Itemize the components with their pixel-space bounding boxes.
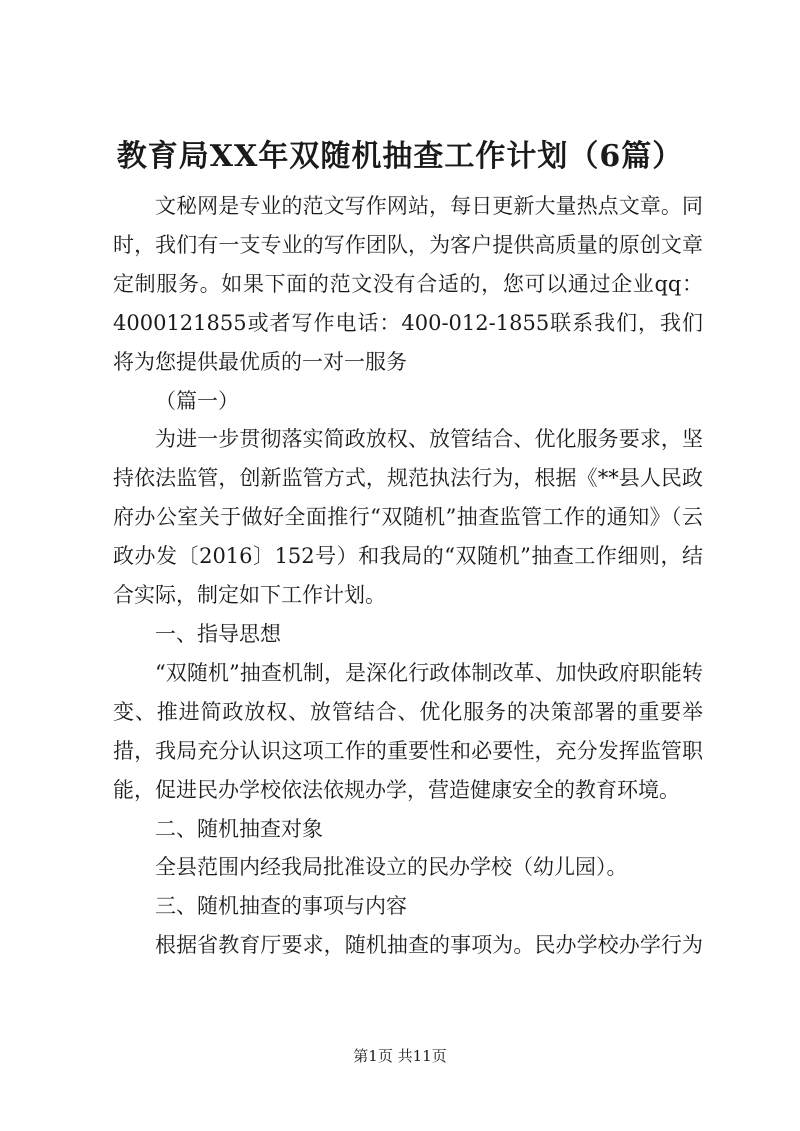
intro-paragraph: 文秘网是专业的范文写作网站，每日更新大量热点文章。同时，我们有一支专业的写作团队，为客户提供高质量的原创文章定制服务。如果下面的范文没有合适的，您可以通过企业qq：4000121855或者写作电话：400-012-1855联系我们，我们将为您提供最优质的一对一服务 xyxy=(113,194,703,374)
body-paragraph: 为进一步贯彻落实简政放权、放管结合、优化服务要求，坚持依法监管，创新监管方式，规范执法行为，根据《**县人民政府办公室关于做好全面推行“双随机”抽查监管工作的通知》（云政办发〔2016〕152号）和我局的“双随机”抽查工作细则，结合实际，制定如下工作计划。 xyxy=(113,427,703,608)
section-heading: 二、随机抽查对象 xyxy=(155,816,323,841)
page-number-footer: 第1页 共11页 xyxy=(353,1047,447,1065)
body-paragraph: 根据省教育厅要求，随机抽查的事项为。民办学校办学行为 xyxy=(155,933,703,958)
document-body xyxy=(113,187,703,965)
document-title: 教育局XX年双随机抽查工作计划（6篇） xyxy=(116,139,684,174)
section-heading: 一、指导思想 xyxy=(155,621,281,646)
section-heading: 三、随机抽查的事项与内容 xyxy=(155,894,407,919)
body-paragraph: “双随机”抽查机制，是深化行政体制改革、加快政府职能转变、推进简政放权、放管结合、优化服务的决策部署的重要举措，我局充分认识这项工作的重要性和必要性，充分发挥监管职能，促进民办学校依法依规办学，营造健康安全的教育环境。 xyxy=(113,660,703,802)
part-label: （篇一） xyxy=(155,388,239,413)
body-paragraph: 全县范围内经我局批准设立的民办学校（幼儿园）。 xyxy=(155,855,628,880)
